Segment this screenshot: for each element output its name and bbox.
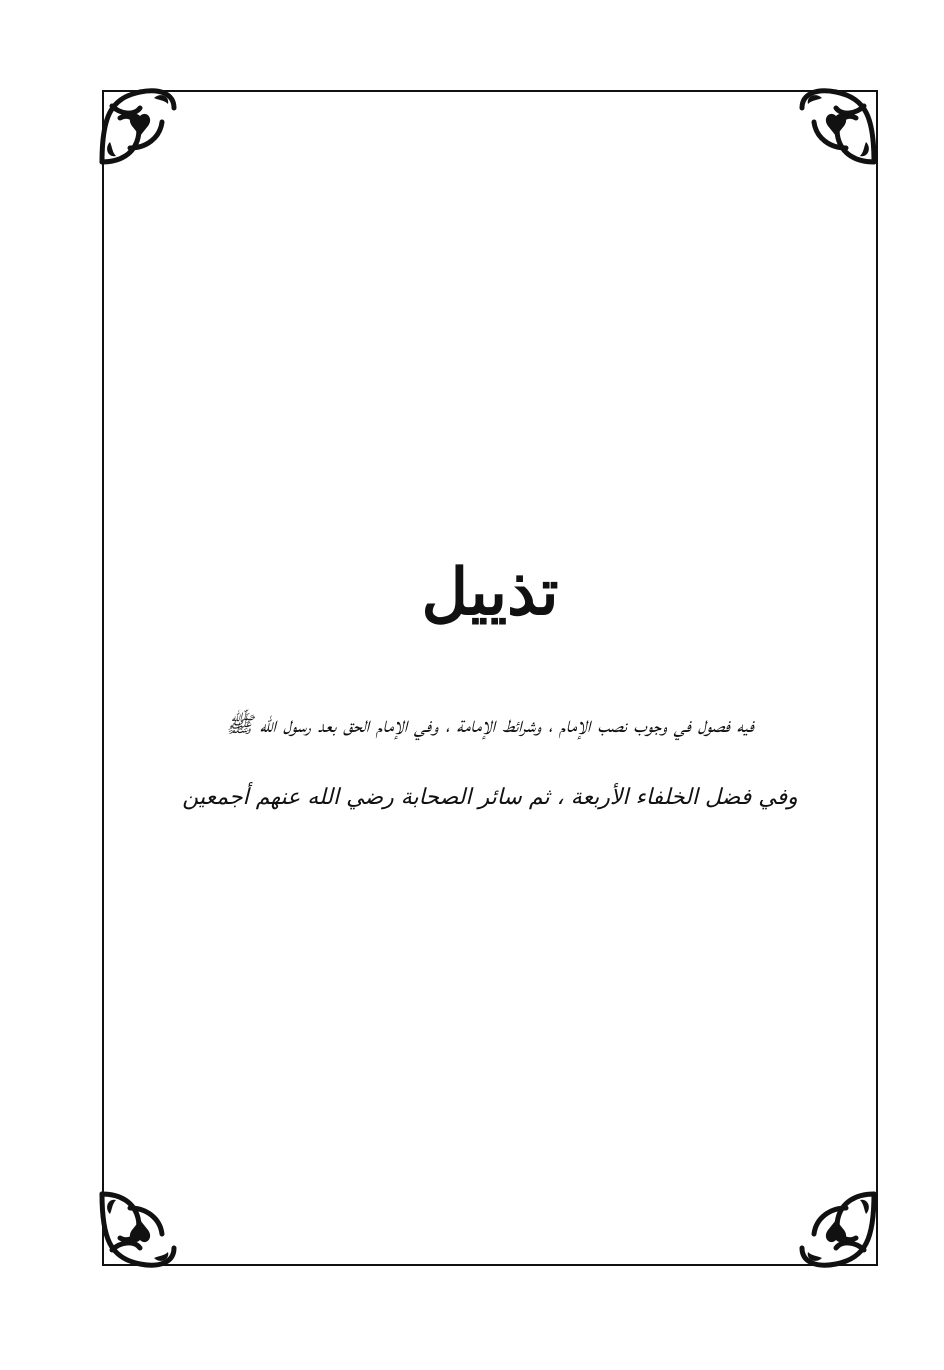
arabesque-corner-icon bbox=[90, 78, 186, 174]
arabesque-corner-icon bbox=[790, 78, 886, 174]
page-border-frame bbox=[102, 90, 878, 1266]
arabesque-corner-icon bbox=[790, 1182, 886, 1278]
page-title: تذييل bbox=[421, 555, 559, 630]
arabesque-corner-icon bbox=[90, 1182, 186, 1278]
subtitle-line: وفي فضل الخلفاء الأربعة ، ثم سائر الصحابة رضي الله عنهم أجمعين bbox=[182, 785, 798, 810]
page-subtitle bbox=[130, 690, 850, 834]
subtitle-line: فيه فصول في وجوب نصب الإمام ، وشرائط الإمامة ، وفي الإمام الحق بعد رسول الله ﷺ bbox=[226, 713, 754, 738]
